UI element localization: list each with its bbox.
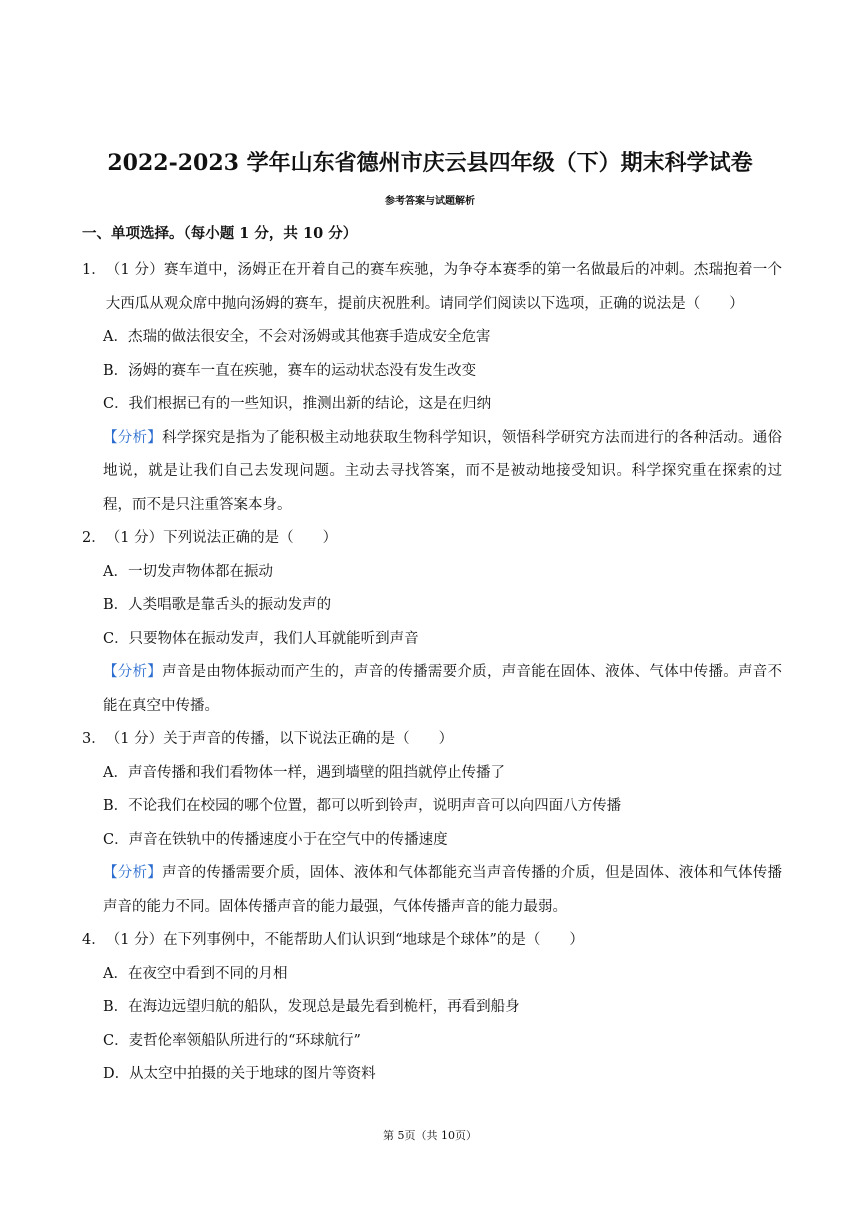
question-number: 4． [82,932,106,948]
question-number: 1． [82,262,106,278]
question-list [82,254,782,1092]
page-subtitle: 参考答案与试题解析 [385,196,475,207]
option-a: A．一切发声物体都在振动 [103,563,273,580]
page-footer: 第 5页（共 10页） [383,1129,477,1142]
option-c: C．只要物体在振动发声，我们人耳就能听到声音 [103,630,419,647]
page-title: 2022-2023 学年山东省德州市庆云县四年级（下）期末科学试卷 [107,150,753,176]
question-stem: （1 分）关于声音的传播，以下说法正确的是（ ） [105,731,454,747]
option-c: C．麦哲伦率领船队所进行的“环球航行” [103,1032,361,1049]
analysis-tag: 【分析】 [103,865,163,881]
analysis-text: 科学探究是指为了能积极主动地获取生物科学知识，领悟科学研究方法而进行的各种活动。通俗地说，就是让我们自己去发现问题。主动去寻找答案，而不是被动地接受知识。科学探究重在探索的过程，而不是只注重答案本身。 [103,429,783,513]
option-c: C．我们根据已有的一些知识，推测出新的结论，这是在归纳 [103,396,492,412]
analysis-block [82,422,782,523]
option-b: B．汤姆的赛车一直在疾驰，赛车的运动状态没有发生改变 [103,362,477,379]
option-a: A．在夜空中看到不同的月相 [103,965,288,982]
section-heading: 一、单项选择。（每小题 1 分，共 10 分） [82,225,358,242]
option-a: A．杰瑞的做法很安全，不会对汤姆或其他赛手造成安全危害 [103,329,491,345]
option-b: B．在海边远望归航的船队，发现总是最先看到桅杆，再看到船身 [103,999,520,1015]
analysis-text: 声音是由物体振动而产生的，声音的传播需要介质，声音能在固体、液体、气体中传播。声音不能在真空中传播。 [103,664,783,714]
question-1 [82,254,782,522]
analysis-block [82,857,782,924]
question-stem: （1 分）在下列事例中，不能帮助人们认识到“地球是个球体”的是（ ） [105,932,584,948]
option-b: B．人类唱歌是靠舌头的振动发声的 [103,597,332,613]
analysis-block [82,656,782,723]
option-d: D．从太空中拍摄的关于地球的图片等资料 [103,1066,376,1082]
analysis-tag: 【分析】 [103,429,163,446]
question-number: 2． [82,530,106,546]
question-4 [82,924,782,1092]
analysis-tag: 【分析】 [103,664,163,680]
question-3 [82,723,782,924]
analysis-text: 声音的传播需要介质，固体、液体和气体都能充当声音传播的介质，但是固体、液体和气体传播声音的能力不同。固体传播声音的能力最强，气体传播声音的能力最弱。 [103,865,783,915]
question-number: 3． [82,731,106,747]
option-c: C．声音在铁轨中的传播速度小于在空气中的传播速度 [103,831,448,848]
question-2 [82,522,782,723]
question-stem: （1 分）下列说法正确的是（ ） [105,530,338,546]
option-b: B．不论我们在校园的哪个位置，都可以听到铃声，说明声音可以向四面八方传播 [103,798,622,814]
question-stem: （1 分）赛车道中，汤姆正在开着自己的赛车疾驰，为争夺本赛季的第一名做最后的冲刺。杰瑞抱着一个大西瓜从观众席中抛向汤姆的赛车，提前庆祝胜利。请同学们阅读以下选项，正确的说法是（ ） [105,262,782,312]
option-a: A．声音传播和我们看物体一样，遇到墙壁的阻挡就停止传播了 [103,764,505,781]
